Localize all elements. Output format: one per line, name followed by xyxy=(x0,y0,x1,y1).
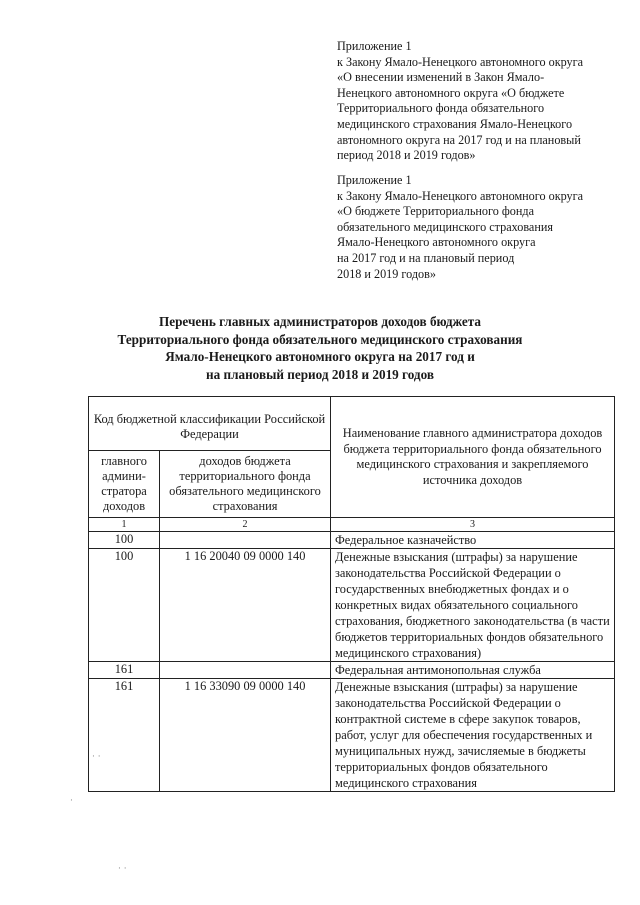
admin-code-cell: 161 xyxy=(89,679,160,792)
header-budget-code: Код бюджетной классификации Российской Федерации xyxy=(89,397,331,451)
admin-code-cell: 100 xyxy=(89,549,160,662)
header-administrator-name: Наименование главного администратора доходов бюджета территориального фонда обязательного медицинского страхования и закрепляемого источника доходов xyxy=(331,397,615,518)
annex-line: медицинского страхования Ямало-Ненецкого xyxy=(337,116,573,131)
annex-line: период 2018 и 2019 годов» xyxy=(337,148,476,163)
title-line: Ямало-Ненецкого автономного округа на 2017 год и xyxy=(165,349,475,364)
scan-speck: · xyxy=(70,796,73,806)
annex-line: 2018 и 2019 годов» xyxy=(337,266,436,281)
annex-1-header xyxy=(337,39,622,164)
table-row xyxy=(89,662,615,679)
scan-speck: · · xyxy=(118,864,127,874)
annex-line: Ямало-Ненецкого автономного округа xyxy=(337,235,536,250)
annex-line: Ненецкого автономного округа «О бюджете xyxy=(337,85,565,100)
admin-code-cell: 161 xyxy=(89,662,160,679)
income-code-cell xyxy=(160,662,331,679)
name-cell: Денежные взыскания (штрафы) за нарушение законодательства Российской Федерации о контрактной системе в сфере закупок товаров, работ, услуг для обеспечения государственных и муниципальных нужд, зачисляемые в бюджеты территориальных фондов обязательного медицинского страхования xyxy=(331,679,615,792)
header-admin-code: главного админи-стратора доходов xyxy=(89,451,160,518)
annex-line: автономного округа на 2017 год и на плановый xyxy=(337,132,581,147)
table-row xyxy=(89,549,615,662)
title-line: на плановый период 2018 и 2019 годов xyxy=(206,366,434,382)
column-number: 1 xyxy=(89,518,160,532)
annex-line: «О внесении изменений в Закон Ямало- xyxy=(337,70,545,85)
annex-line: «О бюджете Территориального фонда xyxy=(337,204,534,219)
name-cell: Федеральное казначейство xyxy=(331,532,615,549)
annex-line: к Закону Ямало-Ненецкого автономного округа xyxy=(337,188,584,203)
column-number: 2 xyxy=(160,518,331,532)
header-income-code: доходов бюджета территориального фонда обязательного медицинского страхования xyxy=(160,451,331,518)
table-row xyxy=(89,532,615,549)
name-cell: Федеральная антимонопольная служба xyxy=(331,662,615,679)
title-line: Территориального фонда обязательного медицинского страхования xyxy=(117,331,523,347)
income-code-cell: 1 16 20040 09 0000 140 xyxy=(160,549,331,662)
table-row xyxy=(89,679,615,792)
column-number: 3 xyxy=(331,518,615,532)
annex-line: Приложение 1 xyxy=(337,173,412,187)
annex-2-header xyxy=(337,173,622,282)
income-code-cell xyxy=(160,532,331,549)
admin-code-cell: 100 xyxy=(89,532,160,549)
annex-line: Территориального фонда обязательного xyxy=(337,101,545,116)
name-cell: Денежные взыскания (штрафы) за нарушение законодательства Российской Федерации о государственных внебюджетных фондах и о конкретных видах обязательного социального страхования, бюджетного законодательства (в части бюджетов территориальных фондов обязательного медицинского страхования) xyxy=(331,549,615,662)
annex-line: к Закону Ямало-Ненецкого автономного округа xyxy=(337,54,584,69)
column-numbers-row xyxy=(89,518,615,532)
annex-line: Приложение 1 xyxy=(337,39,412,53)
document-title xyxy=(0,313,640,383)
income-code-cell: 1 16 33090 09 0000 140 xyxy=(160,679,331,792)
annex-line: обязательного медицинского страхования xyxy=(337,219,553,234)
title-line: Перечень главных администраторов доходов бюджета xyxy=(158,314,482,329)
administrators-table xyxy=(88,396,615,792)
annex-line: на 2017 год и на плановый период xyxy=(337,250,515,265)
scan-speck: · · xyxy=(92,752,101,762)
